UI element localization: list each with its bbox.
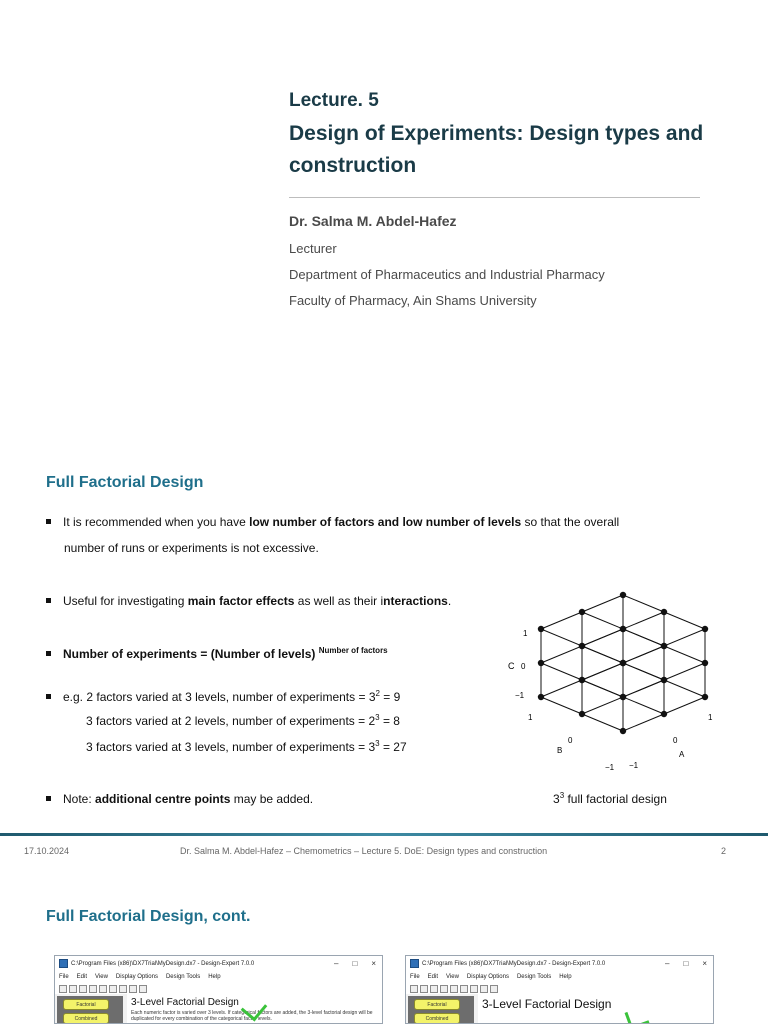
copy-icon[interactable] bbox=[99, 985, 107, 993]
window-body bbox=[406, 994, 713, 1024]
lecture-title: Design of Experiments: Design types and construction bbox=[289, 122, 704, 177]
design-panel bbox=[478, 994, 713, 1024]
title-slide bbox=[0, 0, 768, 445]
footer-divider bbox=[0, 833, 768, 836]
cut-icon[interactable] bbox=[440, 985, 448, 993]
toolbar bbox=[406, 983, 713, 994]
footer-citation: Dr. Salma M. Abdel-Hafez – Chemometrics – Lecture 5. DoE: Design types and construction bbox=[180, 846, 548, 856]
bullet-useful bbox=[46, 588, 451, 614]
paste-icon[interactable] bbox=[109, 985, 117, 993]
bullet-text: It is recommended when you have bbox=[63, 515, 250, 529]
formula-text: Number of experiments = (Number of levels) bbox=[63, 647, 319, 661]
design-point bbox=[702, 694, 708, 700]
axis-c-tick-m1: −1 bbox=[515, 691, 525, 700]
copy-icon[interactable] bbox=[450, 985, 458, 993]
bullet-marker bbox=[46, 694, 51, 699]
sidebar-item-combined[interactable]: Combined bbox=[63, 1013, 109, 1024]
maximize-button[interactable]: □ bbox=[683, 959, 689, 968]
author-name: Dr. Salma M. Abdel-Hafez bbox=[289, 213, 457, 229]
bullet-text: as well as their i bbox=[294, 594, 384, 608]
close-button[interactable]: × bbox=[702, 959, 707, 968]
axis-b-tick-0: 0 bbox=[568, 736, 573, 745]
menu-edit[interactable]: Edit bbox=[427, 974, 439, 980]
menu-design-tools[interactable]: Design Tools bbox=[516, 974, 552, 980]
bullet-note bbox=[46, 786, 313, 812]
factorial-cube-diagram bbox=[505, 570, 735, 780]
menu-help[interactable]: Help bbox=[559, 974, 572, 980]
bullet-text: Useful for investigating bbox=[63, 594, 188, 608]
sidebar-item-factorial[interactable]: Factorial bbox=[414, 999, 460, 1010]
menu-view[interactable]: View bbox=[95, 974, 108, 980]
cut-icon[interactable] bbox=[89, 985, 97, 993]
design-point bbox=[620, 694, 626, 700]
design-sidebar bbox=[408, 996, 474, 1024]
footer-page-number: 2 bbox=[721, 846, 727, 856]
example-result: = 8 bbox=[379, 714, 400, 728]
design-point bbox=[620, 626, 626, 632]
design-point bbox=[702, 626, 708, 632]
caption-base: 3 bbox=[553, 792, 560, 806]
example-exponent: 3 bbox=[375, 739, 380, 748]
design-point bbox=[579, 643, 585, 649]
formula-exponent: Number of factors bbox=[318, 646, 388, 655]
print-icon[interactable] bbox=[470, 985, 478, 993]
context-help-icon[interactable] bbox=[139, 985, 147, 993]
caption-text: full factorial design bbox=[564, 792, 667, 806]
window-titlebar bbox=[406, 956, 713, 972]
example-text: 3 factors varied at 2 levels, number of experiments = 2 bbox=[86, 714, 376, 728]
menu-edit[interactable]: Edit bbox=[76, 974, 88, 980]
footer-date: 17.10.2024 bbox=[24, 846, 70, 856]
author-department: Department of Pharmaceutics and Industrial Pharmacy bbox=[289, 267, 605, 282]
design-panel bbox=[127, 994, 382, 1024]
design-point bbox=[661, 711, 667, 717]
axis-a-tick-m1: −1 bbox=[629, 761, 639, 770]
lecture-number: Lecture. 5 bbox=[289, 90, 379, 111]
caption-exponent: 3 bbox=[559, 791, 565, 800]
design-point bbox=[579, 677, 585, 683]
bullet-example bbox=[46, 681, 400, 710]
axis-a-tick-1: 1 bbox=[708, 713, 713, 722]
axis-b-tick-1: 1 bbox=[528, 713, 533, 722]
bullet-marker bbox=[46, 796, 51, 801]
window-title: C:\Program Files (x86)\DX7Trial\MyDesign.dx7 - Design-Expert 7.0.0 bbox=[71, 961, 255, 967]
bullet-text: Note: bbox=[63, 792, 96, 806]
design-expert-app-icon bbox=[410, 959, 419, 968]
example-result: = 9 bbox=[379, 690, 401, 704]
bullet-emphasis: additional centre points bbox=[95, 792, 231, 806]
menu-display-options[interactable]: Display Options bbox=[466, 974, 509, 980]
bullet-text: . bbox=[447, 594, 452, 608]
slide3-heading: Full Factorial Design, cont. bbox=[46, 908, 251, 925]
bullet-text: so that the overall bbox=[521, 515, 620, 529]
example-text: 3 factors varied at 3 levels, number of experiments = 3 bbox=[86, 740, 376, 754]
author-faculty: Faculty of Pharmacy, Ain Shams University bbox=[289, 293, 537, 308]
bullet-marker bbox=[46, 519, 51, 524]
example-exponent: 2 bbox=[375, 689, 380, 698]
save-icon[interactable] bbox=[79, 985, 87, 993]
title-divider bbox=[289, 197, 700, 198]
minimize-button[interactable]: – bbox=[665, 959, 670, 968]
example-line-2 bbox=[86, 713, 400, 728]
author-position: Lecturer bbox=[289, 241, 337, 256]
menu-file[interactable]: File bbox=[410, 974, 420, 980]
slide-heading: Full Factorial Design bbox=[46, 474, 204, 491]
axis-c-tick-1: 1 bbox=[523, 629, 528, 638]
bullet-text: may be added. bbox=[230, 792, 314, 806]
design-point bbox=[579, 711, 585, 717]
window-controls bbox=[320, 956, 376, 972]
menu-file[interactable]: File bbox=[59, 974, 69, 980]
context-help-icon[interactable] bbox=[490, 985, 498, 993]
save-icon[interactable] bbox=[430, 985, 438, 993]
design-expert-window-1 bbox=[54, 955, 383, 1024]
open-file-icon[interactable] bbox=[420, 985, 428, 993]
design-expert-window-2 bbox=[405, 955, 714, 1024]
axis-a-tick-0: 0 bbox=[673, 736, 678, 745]
axis-b-label: B bbox=[557, 746, 563, 755]
bullet-emphasis: main factor effects bbox=[187, 594, 295, 608]
menu-view[interactable]: View bbox=[446, 974, 459, 980]
design-point bbox=[620, 660, 626, 666]
bullet-emphasis: nteractions bbox=[383, 594, 448, 608]
window-controls bbox=[651, 956, 707, 972]
sidebar-item-factorial[interactable]: Factorial bbox=[63, 999, 109, 1010]
help-icon[interactable] bbox=[129, 985, 137, 993]
sidebar-item-combined[interactable]: Combined bbox=[414, 1013, 460, 1024]
design-point bbox=[620, 728, 626, 734]
menu-bar bbox=[55, 972, 382, 983]
full-factorial-slide bbox=[0, 445, 768, 865]
bullet-emphasis: low number of factors and low number of levels bbox=[249, 515, 522, 529]
example-text: e.g. 2 factors varied at 3 levels, number of experiments = 3 bbox=[63, 690, 376, 704]
design-title: 3-Level Factorial Design bbox=[131, 997, 239, 1008]
axis-c-tick-0: 0 bbox=[521, 662, 526, 671]
design-point bbox=[661, 677, 667, 683]
menu-design-tools[interactable]: Design Tools bbox=[165, 974, 201, 980]
design-point bbox=[538, 694, 544, 700]
design-description: Each numeric factor is varied over 3 levels. If categorical factors are added, the 3-level factorial design will be duplicated for every combination of the categorical factor levels. bbox=[131, 1010, 373, 1022]
menu-help[interactable]: Help bbox=[208, 974, 221, 980]
design-expert-app-icon bbox=[59, 959, 68, 968]
example-exponent: 3 bbox=[375, 713, 380, 722]
design-sidebar bbox=[57, 996, 123, 1024]
example-result: = 27 bbox=[379, 740, 407, 754]
axis-a-label: A bbox=[679, 750, 685, 759]
example-line-3 bbox=[86, 739, 407, 754]
window-body bbox=[55, 994, 382, 1024]
design-point bbox=[538, 660, 544, 666]
bullet-recommended bbox=[46, 509, 686, 561]
design-point bbox=[579, 609, 585, 615]
maximize-button[interactable]: □ bbox=[352, 959, 358, 968]
new-file-icon[interactable] bbox=[410, 985, 418, 993]
toolbar bbox=[55, 983, 382, 994]
figure-caption bbox=[553, 791, 667, 806]
window-title: C:\Program Files (x86)\DX7Trial\MyDesign.dx7 - Design-Expert 7.0.0 bbox=[422, 961, 606, 967]
axis-b-tick-m1: −1 bbox=[605, 763, 615, 772]
bullet-marker bbox=[46, 598, 51, 603]
paste-icon[interactable] bbox=[460, 985, 468, 993]
bullet-marker bbox=[46, 651, 51, 656]
design-point bbox=[620, 592, 626, 598]
new-file-icon[interactable] bbox=[59, 985, 67, 993]
menu-display-options[interactable]: Display Options bbox=[115, 974, 158, 980]
design-point bbox=[538, 626, 544, 632]
bullet-continuation: number of runs or experiments is not excessive. bbox=[64, 541, 319, 555]
design-point bbox=[661, 643, 667, 649]
menu-bar bbox=[406, 972, 713, 983]
design-title: 3-Level Factorial Design bbox=[482, 997, 612, 1011]
open-file-icon[interactable] bbox=[69, 985, 77, 993]
bullet-formula bbox=[46, 638, 388, 667]
design-point bbox=[702, 660, 708, 666]
minimize-button[interactable]: – bbox=[334, 959, 339, 968]
design-point bbox=[661, 609, 667, 615]
window-titlebar bbox=[55, 956, 382, 972]
help-icon[interactable] bbox=[480, 985, 488, 993]
axis-c-label: C bbox=[508, 661, 515, 671]
close-button[interactable]: × bbox=[371, 959, 376, 968]
print-icon[interactable] bbox=[119, 985, 127, 993]
